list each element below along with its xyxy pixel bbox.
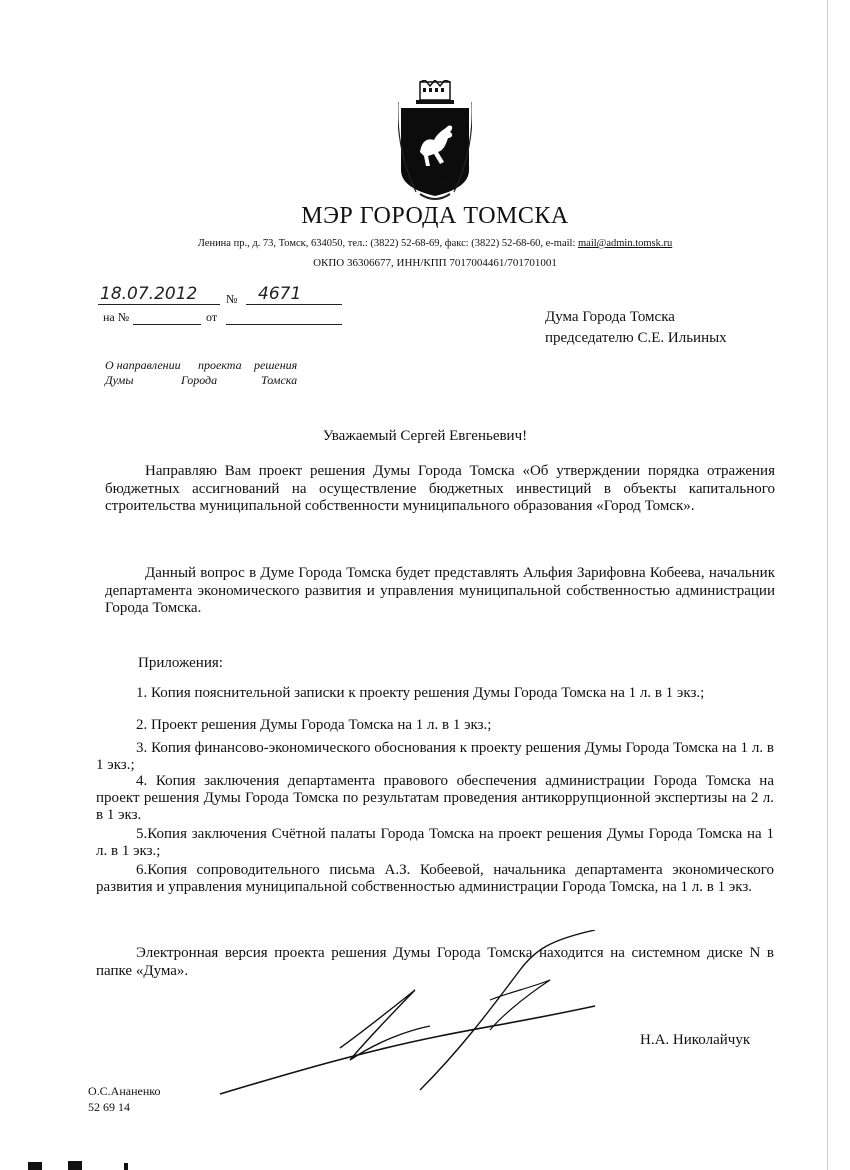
attachment-item: [96, 773, 774, 824]
attachment-text: 1. Копия пояснительной записки к проекту решения Думы Города Томска на 1 л. в 1 экз.;: [136, 685, 705, 701]
signer-name: Н.А. Николайчук: [640, 1032, 751, 1048]
addressee-line-1: Дума Города Томска: [545, 309, 675, 325]
addressee-line-2: председателю С.Е. Ильиных: [545, 330, 727, 346]
okpo-line: ОКПО 36306677, ИНН/КПП 7017004461/701701001: [313, 257, 557, 269]
handwritten-number: 4671: [258, 284, 302, 304]
attachment-item: [96, 826, 774, 860]
from-label: от: [206, 310, 218, 324]
number-label: №: [226, 292, 238, 306]
mayor-title: МЭР ГОРОДА ТОМСКА: [301, 203, 569, 229]
attachment-text: 4. Копия заключения департамента правового обеспечения администрации Города Томска на проект решения Думы Города Томска по результатам проведения антикоррупционной экспертизы на 2 л. в 1 экз.: [96, 773, 774, 823]
executor-block: [88, 1083, 160, 1115]
body-paragraph-2: [105, 565, 775, 618]
attachment-item: [96, 740, 774, 774]
attachments-heading: Приложения:: [138, 655, 223, 671]
paragraph-text: Данный вопрос в Думе Города Томска будет представлять Альфия Зарифовна Кобеева, начальник департамента экономического развития и управления муниципальной собственностью администрации Города Томска.: [105, 565, 775, 616]
contact-details: Ленина пр., д. 73, Томск, 634050, тел.: (3822) 52-68-69, факс: (3822) 52-68-60, e-mail:: [197, 238, 579, 249]
email-link[interactable]: mail@admin.tomsk.ru: [578, 238, 673, 249]
executor-phone: 52 69 14: [88, 1100, 130, 1114]
scan-marks: [28, 1158, 138, 1170]
subject-block: [105, 357, 315, 391]
tomsk-coat-of-arms-icon: [398, 80, 472, 206]
subject-word: Города: [181, 373, 218, 387]
handwritten-signature: [190, 930, 610, 1110]
body-paragraph-1: [105, 463, 775, 516]
greeting: Уважаемый Сергей Евгеньевич!: [322, 428, 528, 444]
note-text: Электронная версия проекта решения Думы Города Томска находится на системном диске N в папке «Дума».: [96, 945, 774, 979]
subject-word: О направлении: [105, 358, 181, 372]
contact-line: [125, 238, 745, 249]
number-underline: [246, 304, 342, 305]
date-underline: [98, 304, 220, 305]
attachment-text: 2. Проект решения Думы Города Томска на 1 л. в 1 экз.;: [136, 717, 492, 733]
addressee-block: [545, 307, 727, 349]
executor-name: О.С.Ананенко: [88, 1084, 161, 1098]
paragraph-text: Направляю Вам проект решения Думы Города Томска «Об утверждении порядка отражения бюджетных ассигнований на осуществление бюджетных инвестиций в объекты капитального строительства муниципальной собственности муниципального образования «Город Томск».: [105, 463, 775, 514]
subject-word: Думы: [105, 373, 134, 387]
subject-word: решения: [254, 358, 298, 372]
attachment-item: [96, 717, 774, 734]
attachment-item: [96, 685, 774, 702]
attachment-item: [96, 862, 774, 896]
handwritten-date: 18.07.2012: [100, 284, 198, 304]
reply-to-label: на №: [103, 310, 130, 324]
reply-number-underline: [133, 324, 201, 325]
scan-edge-line: [827, 0, 828, 1170]
subject-word: проекта: [198, 358, 242, 372]
attachment-text: 3. Копия финансово-экономического обоснования к проекту решения Думы Города Томска на 1 л. в 1 экз.;: [96, 740, 774, 773]
from-date-underline: [226, 324, 342, 325]
attachment-text: 5.Копия заключения Счётной палаты Города Томска на проект решения Думы Города Томска на 1 л. в 1 экз.;: [96, 826, 774, 859]
subject-word: Томска: [261, 373, 298, 387]
attachment-text: 6.Копия сопроводительного письма А.З. Кобеевой, начальника департамента экономического развития и управления муниципальной собственностью администрации Города Томска, на 1 л. в 1 экз.: [96, 862, 774, 895]
